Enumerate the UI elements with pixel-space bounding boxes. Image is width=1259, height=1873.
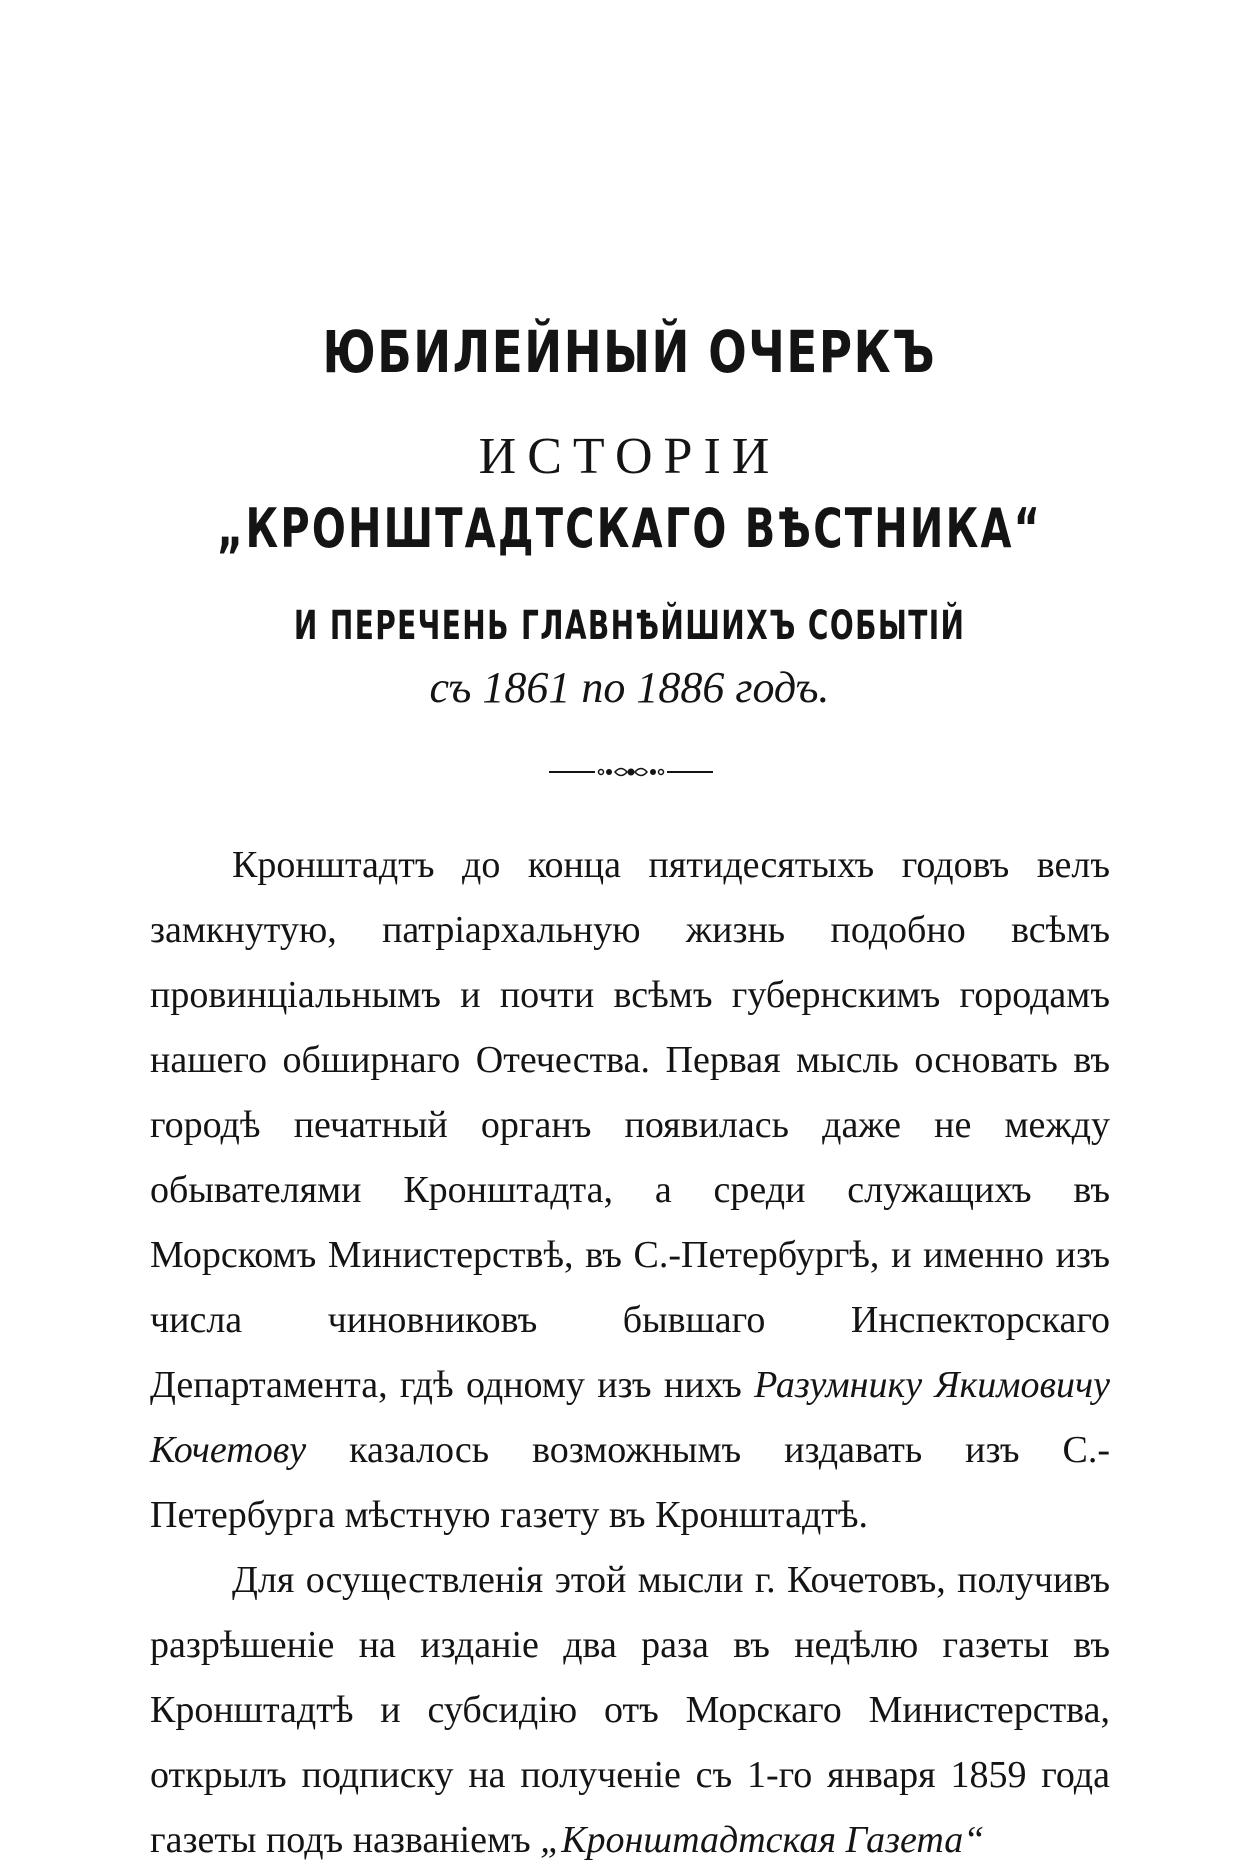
ornament-divider-icon: [549, 763, 713, 781]
subtitle-newspaper-name: [0, 497, 1259, 560]
paragraph-1-person-name: Разумнику Якимовичу Кочетову: [150, 1364, 1110, 1471]
paragraph-2-text-start: Для осуществленія этой мысли г. Кочетовъ, получивъ разрѣшеніе на изданіе два раза въ недѣлю газеты въ Кронштадтѣ и субсидію отъ Морскаго Министерства, открылъ подписку на полученіе съ 1-го января 1859 года газеты подъ названіемъ: [150, 1559, 1110, 1861]
subtitle-history: ИСТОРІИ: [478, 428, 781, 485]
subtitle-newspaper-name-text: „КРОНШТАДТСКАГО ВѢСТНИКА“: [216, 497, 1043, 560]
subtitle-events-list: [0, 603, 1259, 649]
paragraph-1-text-start: Кронштадтъ до конца пятидесятыхъ годовъ велъ замкнутую, патріархальную жизнь подобно всѣмъ провинціальнымъ и почти всѣмъ губернскимъ городамъ нашего обширнаго Отечества. Первая мысль основать въ городѣ печатный органъ появилась даже не между обывателями Кронштадта, а среди служащихъ въ Морскомъ Министерствѣ, въ С.-Петербургѣ, и именно изъ числа чиновниковъ бывшаго Инспекторскаго Департамента, гдѣ одному изъ нихъ: [150, 844, 1110, 1406]
paragraph-1: [150, 833, 1110, 1548]
subtitle-date-range: съ 1861 по 1886 годъ.: [429, 663, 830, 712]
main-title: [0, 318, 1259, 386]
subtitle-events-list-text: И ПЕРЕЧЕНЬ ГЛАВНѢЙШИХЪ СОБЫТІЙ: [293, 603, 966, 649]
paragraph-1-text-end: казалось возможнымъ издавать изъ С.-Петербурга мѣстную газету въ Кронштадтѣ.: [150, 1429, 1110, 1536]
paragraph-2-newspaper-title: „Кронштадтская Газета“: [540, 1819, 985, 1861]
paragraph-2: [150, 1548, 1110, 1873]
body-text: [150, 833, 1110, 1873]
main-title-text: ЮБИЛЕЙНЫЙ ОЧЕРКЪ: [322, 318, 937, 386]
